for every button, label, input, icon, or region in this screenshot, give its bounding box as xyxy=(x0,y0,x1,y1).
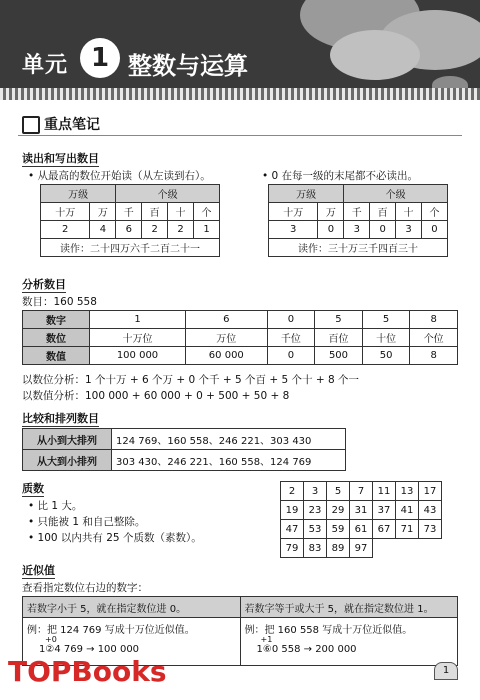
bullet-text: • 100 以内共有 25 个质数（素数）。 xyxy=(28,532,202,544)
digit-cell: 3 xyxy=(396,221,422,239)
approx-intro: 查看指定数位右边的数字： xyxy=(22,582,148,594)
table-cell: 千位 xyxy=(267,329,315,347)
digit-cell: 3 xyxy=(344,221,370,239)
prime-cell: 71 xyxy=(396,520,419,539)
prime-cell: 19 xyxy=(281,501,304,520)
prime-cell: 43 xyxy=(419,501,442,520)
number-line: 数目：160 558 xyxy=(22,296,97,308)
reading-cell: 读作：二十四万六千二百二十一 xyxy=(41,239,220,257)
column-header: 千 xyxy=(344,203,370,221)
place-value-table xyxy=(40,184,220,257)
table-cell: 8 xyxy=(410,347,458,365)
prime-cell: 61 xyxy=(350,520,373,539)
column-header: 万 xyxy=(90,203,116,221)
column-header: 个 xyxy=(421,203,447,221)
analysis-line: 以数值分析：100 000 + 60 000 + 0 + 500 + 50 + 8 xyxy=(22,390,290,402)
table-cell: 个位 xyxy=(410,329,458,347)
digit-cell: 2 xyxy=(41,221,90,239)
unit-title: 整数与运算 xyxy=(128,52,248,80)
row-label: 数位 xyxy=(23,329,90,347)
table-cell: 500 xyxy=(315,347,363,365)
row-label: 数字 xyxy=(23,311,90,329)
prime-cell: 23 xyxy=(304,501,327,520)
prime-cell: 41 xyxy=(396,501,419,520)
ordering-table xyxy=(22,428,346,471)
digit-cell: 3 xyxy=(269,221,318,239)
place-value-table xyxy=(268,184,448,257)
group-header: 个级 xyxy=(344,185,448,203)
bullet-text: • 0 在每一级的末尾都不必读出。 xyxy=(262,170,419,182)
column-header: 千 xyxy=(116,203,142,221)
fence-decoration xyxy=(0,88,480,100)
prime-cell: 67 xyxy=(373,520,396,539)
column-header: 十万 xyxy=(269,203,318,221)
section-divider xyxy=(18,135,462,136)
prime-cell: 59 xyxy=(327,520,350,539)
subsection-title: 分析数目 xyxy=(22,278,66,291)
digit-cell: 0 xyxy=(370,221,396,239)
unit-number: 1 xyxy=(80,38,120,78)
row-label: 从小到大排列 xyxy=(23,429,112,450)
table-cell: 6 xyxy=(186,311,268,329)
table-cell: 万位 xyxy=(186,329,268,347)
prime-cell: 2 xyxy=(281,482,304,501)
row-label: 从大到小排列 xyxy=(23,450,112,471)
subsection-title: 质数 xyxy=(22,482,44,495)
example-calc: 1②4 769 → 100 000 xyxy=(39,644,140,655)
prime-cell: 11 xyxy=(373,482,396,501)
column-header: 十 xyxy=(168,203,194,221)
example-text: 例：把 160 558 写成十万位近似值。 xyxy=(244,625,413,636)
table-cell: 十位 xyxy=(362,329,410,347)
publisher-logo: TOPBooks xyxy=(8,655,167,688)
bullet-text: • 从最高的数位开始读（从左读到右）。 xyxy=(28,170,211,182)
bullet-text: • 比 1 大。 xyxy=(28,500,83,512)
prime-cell: 79 xyxy=(281,539,304,558)
reading-cell: 读作：三十万三千四百三十 xyxy=(269,239,448,257)
table-cell: 5 xyxy=(362,311,410,329)
column-header: 个 xyxy=(194,203,220,221)
column-header: 十万 xyxy=(41,203,90,221)
group-header: 万级 xyxy=(269,185,344,203)
rule-header: 若数字等于或大于 5，就在指定数位进 1。 xyxy=(240,597,458,618)
table-cell: 1 xyxy=(90,311,186,329)
analysis-line: 以数位分析：1 个十万 + 6 个万 + 0 个千 + 5 个百 + 5 个十 + 8 个一 xyxy=(22,374,359,386)
section-heading: 重点笔记 xyxy=(44,117,100,133)
note-icon xyxy=(22,116,40,134)
empty-cell xyxy=(373,539,396,558)
example-cell xyxy=(240,618,458,666)
table-cell: 0 xyxy=(267,347,315,365)
row-label: 数值 xyxy=(23,347,90,365)
prime-cell: 47 xyxy=(281,520,304,539)
page-number: 1 xyxy=(434,662,458,680)
digit-cell: 2 xyxy=(142,221,168,239)
table-cell: 8 xyxy=(410,311,458,329)
table-cell: 60 000 xyxy=(186,347,268,365)
example-calc: 1⑥0 558 → 200 000 xyxy=(256,644,357,655)
prime-cell: 89 xyxy=(327,539,350,558)
empty-cell xyxy=(419,539,442,558)
prime-cell: 73 xyxy=(419,520,442,539)
column-header: 百 xyxy=(370,203,396,221)
prime-cell: 17 xyxy=(419,482,442,501)
table-cell: 0 xyxy=(267,311,315,329)
rule-header: 若数字小于 5，就在指定数位进 0。 xyxy=(23,597,241,618)
prime-cell: 3 xyxy=(304,482,327,501)
unit-label: 单元 xyxy=(22,53,69,78)
prime-cell: 5 xyxy=(327,482,350,501)
digit-cell: 2 xyxy=(168,221,194,239)
carry-mark: +0 xyxy=(45,635,57,644)
empty-cell xyxy=(396,539,419,558)
column-header: 十 xyxy=(396,203,422,221)
table-cell: 303 430、246 221、160 558、124 769 xyxy=(112,450,346,471)
group-header: 个级 xyxy=(116,185,220,203)
cloud-decoration xyxy=(330,30,420,80)
analysis-table xyxy=(22,310,458,365)
table-cell: 124 769、160 558、246 221、303 430 xyxy=(112,429,346,450)
prime-cell: 37 xyxy=(373,501,396,520)
subsection-title: 比较和排列数目 xyxy=(22,412,99,425)
prime-cell: 7 xyxy=(350,482,373,501)
prime-cell: 29 xyxy=(327,501,350,520)
subsection-title: 读出和写出数目 xyxy=(22,152,99,165)
column-header: 万 xyxy=(318,203,344,221)
digit-cell: 0 xyxy=(421,221,447,239)
prime-cell: 31 xyxy=(350,501,373,520)
prime-grid xyxy=(280,481,442,558)
group-header: 万级 xyxy=(41,185,116,203)
bullet-text: • 只能被 1 和自己整除。 xyxy=(28,516,146,528)
table-cell: 5 xyxy=(315,311,363,329)
digit-cell: 4 xyxy=(90,221,116,239)
table-cell: 十万位 xyxy=(90,329,186,347)
table-cell: 50 xyxy=(362,347,410,365)
prime-cell: 97 xyxy=(350,539,373,558)
prime-cell: 83 xyxy=(304,539,327,558)
digit-cell: 0 xyxy=(318,221,344,239)
digit-cell: 6 xyxy=(116,221,142,239)
subsection-title: 近似值 xyxy=(22,564,55,577)
column-header: 百 xyxy=(142,203,168,221)
example-text: 例：把 124 769 写成十万位近似值。 xyxy=(27,625,195,636)
prime-cell: 53 xyxy=(304,520,327,539)
prime-cell: 13 xyxy=(396,482,419,501)
carry-mark: +1 xyxy=(260,635,273,644)
table-cell: 百位 xyxy=(315,329,363,347)
table-cell: 100 000 xyxy=(90,347,186,365)
digit-cell: 1 xyxy=(194,221,220,239)
